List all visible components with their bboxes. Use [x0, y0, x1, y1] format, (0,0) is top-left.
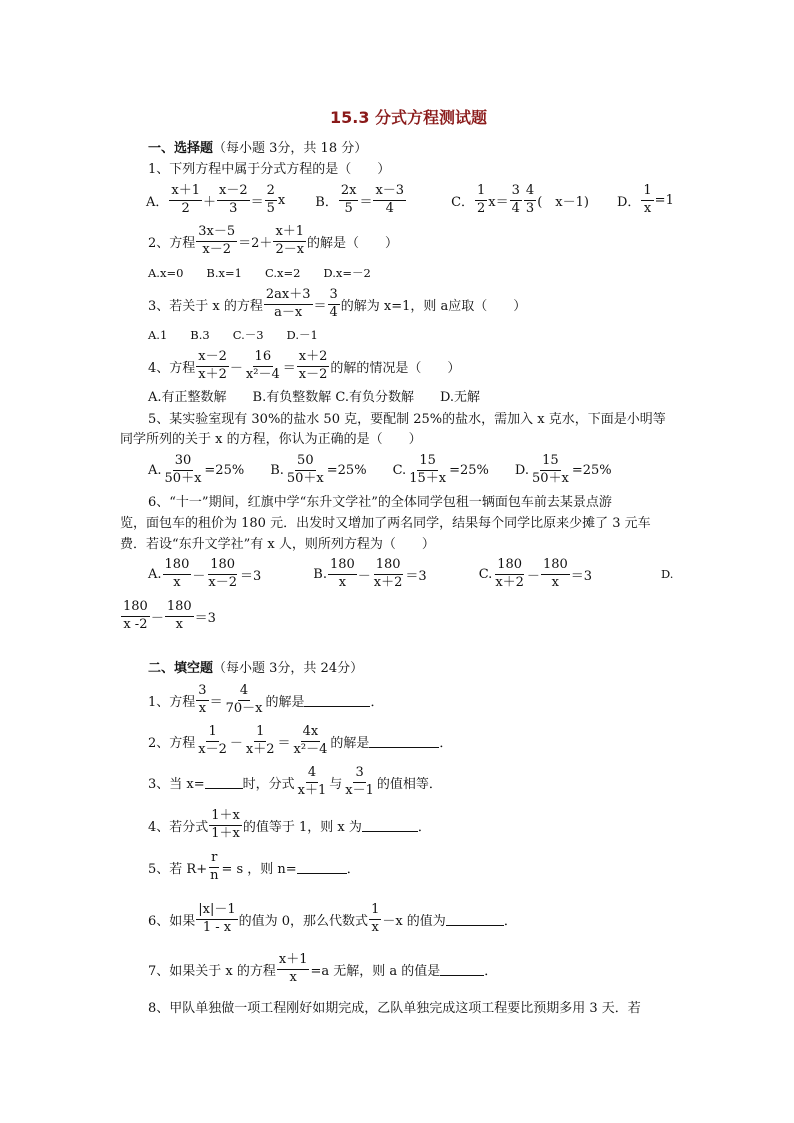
question-6-line-1: 6、“十一”期间，红旗中学“东升文学社”的全体同学包租一辆面包车前去某景点游	[148, 495, 612, 510]
fraction: $\frac{1}{x+2}$	[245, 723, 275, 757]
question-4-options: A.有正整数解 B.有负整数解 C.有负分数解 D.无解	[148, 390, 481, 405]
section-heading-choice	[148, 142, 367, 155]
fill-question-1: 1、方程 $\frac{3}{x}$ ＝ $\frac{4}{70-x}$ 的解是 ．	[148, 682, 384, 716]
question-6-options: A. $\frac{180}{x}$ － $\frac{180}{x-2}$ ＝3 B. $\frac{180}{x}$ － $\frac{180}{x+2}$ ＝3 C. $\frac{180}{x+2}$ － $\frac{180}{x}$ ＝3	[148, 556, 593, 590]
fraction: $\frac{x-2}{3}$	[219, 182, 248, 216]
fraction: $\frac{1}{2}$	[477, 182, 486, 216]
fill-question-3: 3、当 x= 时，分式 $\frac{4}{x+1}$ 与 $\frac{3}{x-1}$ 的值相等．	[148, 764, 442, 798]
option-b-label: B．	[315, 194, 338, 210]
answer-blank[interactable]	[440, 963, 484, 976]
fraction: $\frac{180}{x}$	[166, 598, 192, 632]
fraction: $\frac{50}{50+x}$	[286, 452, 324, 486]
question-1-options: A． $\frac{x+1}{2}$ ＋ $\frac{x-2}{3}$ ＝ $\frac{2}{5}$ x B． $\frac{2x}{5}$ ＝ $\frac{x-3}{4}$ C． $\frac{1}{2}$ x＝ $\frac{3}{4}$ $\frac{4}{3}$ ( x－1) D． $\frac{1}{x}$ =1	[146, 182, 674, 216]
fill-question-4: 4、若分式 $\frac{1+x}{1+x}$ 的值等于 1，则 x 为 ．	[148, 807, 431, 841]
fraction: $\frac{x+2}{x-2}$	[298, 348, 328, 382]
fraction: $\frac{4}{70-x}$	[225, 682, 263, 716]
answer-blank[interactable]	[369, 735, 439, 748]
fill-question-5: 5、若 R+ $\frac{r}{n}$ = s ，则 n= ．	[148, 849, 360, 883]
fraction: $\frac{180}{x}$	[329, 556, 355, 590]
question-2-stem: 2、方程 $\frac{3x-5}{x-2}$ ＝2＋ $\frac{x+1}{2-x}$ 的解是（ ）	[148, 223, 399, 257]
answer-blank[interactable]	[446, 913, 504, 926]
fraction: $\frac{x+1}{x}$	[278, 951, 308, 985]
section-heading-fill	[148, 662, 363, 675]
question-2-options: A.x=0 B.x=1 C.x=2 D.x=－2	[148, 266, 371, 280]
fraction: $\frac{16}{\text{x²－4}}$	[245, 348, 280, 382]
fraction: $\frac{x-2}{x+2}$	[198, 348, 227, 382]
answer-blank[interactable]	[297, 861, 347, 874]
fraction: $\frac{180}{x+2}$	[373, 556, 403, 590]
fraction: $\frac{3}{x}$	[198, 682, 207, 716]
fraction: $\frac{180}{x-2}$	[208, 556, 237, 590]
fraction: $\frac{2x}{5}$	[340, 182, 357, 216]
question-6-line-3: 费．若设“东升文学社”有 x 人，则所列方程为（ ）	[120, 537, 435, 552]
fraction: $\frac{4}{3}$	[525, 182, 535, 216]
fill-question-6: 6、如果 $\frac{|x|-1}{1 - x}$ 的值为 0，那么代数式 $\frac{1}{x}$ －x 的值为 ．	[148, 901, 517, 935]
fraction: $\frac{3}{x-1}$	[345, 764, 374, 798]
option-c-label: C．	[451, 194, 475, 210]
answer-blank[interactable]	[205, 776, 243, 789]
fraction: $\frac{30}{50+x}$	[164, 452, 202, 486]
question-6-line-2: 览，面包车的租价为 180 元．出发时又增加了两名同学，结果每个同学比原来少摊了 3 元车	[120, 516, 651, 531]
fraction: $\frac{2}{5}$	[266, 182, 275, 216]
fraction: $\frac{180}{x}$	[164, 556, 190, 590]
fraction: $\frac{x-3}{4}$	[375, 182, 405, 216]
fraction: $\frac{x+1}{2-x}$	[275, 223, 305, 257]
fill-question-7: 7、如果关于 x 的方程 $\frac{x+1}{x}$ =a 无解，则 a 的值是 ．	[148, 951, 498, 985]
section-note: （每小题 3分，共 18 分）	[213, 141, 368, 156]
fraction: $\frac{180}{x -2}$	[123, 598, 148, 632]
option-d-label: D.	[661, 567, 674, 581]
question-3-stem: 3、若关于 x 的方程 $\frac{2ax+3}{a-x}$ ＝ $\frac{3}{4}$ 的解为 x=1，则 a应取（ ）	[148, 286, 527, 320]
fraction: $\frac{4}{x+1}$	[297, 764, 327, 798]
fraction: $\frac{3}{4}$	[329, 286, 338, 320]
fraction: $\frac{1}{x}$	[371, 901, 380, 935]
fraction: $\frac{r}{n}$	[210, 849, 219, 883]
section-title: 一、选择题	[148, 141, 214, 156]
option-a-label: A．	[146, 194, 169, 210]
question-3-options: A.1 B.3 C.－3 D.－1	[148, 328, 318, 342]
fraction: $\frac{4x}{\text{x²－4}}$	[293, 723, 328, 757]
fill-question-8: 8、甲队单独做一项工程刚好如期完成，乙队单独完成这项工程要比预期多用 3 天．若	[148, 1001, 641, 1016]
fraction: $\frac{180}{x}$	[542, 556, 568, 590]
fill-question-2: 2、方程 $\frac{1}{x-2}$ － $\frac{1}{x+2}$ ＝ $\frac{4x}{\text{x²－4}}$ 的解是 ．	[148, 723, 453, 757]
fraction: $\frac{|x|-1}{1 - x}$	[198, 901, 236, 935]
option-d-label: D．	[616, 194, 641, 210]
fraction: $\frac{180}{x+2}$	[495, 556, 524, 590]
page-title: 15.3 分式方程测试题	[330, 108, 488, 127]
fraction: $\frac{1}{x-2}$	[198, 723, 227, 757]
question-5-options: A. $\frac{30}{50+x}$ =25% B. $\frac{50}{50+x}$ =25% C. $\frac{15}{15+x}$ =25% D. $\frac{15}{50+x}$ =25%	[148, 452, 612, 486]
question-5-line-1: 5、某实验室现有 30%的盐水 50 克，要配制 25%的盐水，需加入 x 克水，下面是小明等	[148, 412, 666, 427]
question-4-stem: 4、方程 $\frac{x-2}{x+2}$ － $\frac{16}{\text{x²－4}}$ ＝ $\frac{x+2}{x-2}$ 的解的情况是（ ）	[148, 348, 461, 382]
question-6-option-d: $\frac{180}{x -2}$ － $\frac{180}{x}$ ＝3	[123, 598, 216, 632]
section-title: 二、填空题	[148, 661, 214, 676]
fraction: $\frac{1+x}{1+x}$	[211, 807, 240, 841]
answer-blank[interactable]	[362, 819, 418, 832]
fraction: $\frac{15}{50+x}$	[531, 452, 569, 486]
question-1-stem: 1、下列方程中属于分式方程的是（ ）	[148, 162, 391, 177]
fraction: $\frac{3x-5}{x-2}$	[198, 223, 236, 257]
fraction: $\frac{2ax+3}{a-x}$	[265, 286, 311, 320]
answer-blank[interactable]	[304, 694, 370, 707]
fraction: $\frac{x+1}{2}$	[171, 182, 200, 216]
question-5-line-2: 同学所列的关于 x 的方程，你认为正确的是（ ）	[120, 432, 422, 447]
fraction: $\frac{1}{x}$	[643, 182, 652, 216]
section-note: （每小题 3分，共 24分）	[213, 661, 364, 676]
fraction: $\frac{3}{4}$	[511, 182, 520, 216]
fraction: $\frac{15}{15+x}$	[409, 452, 447, 486]
